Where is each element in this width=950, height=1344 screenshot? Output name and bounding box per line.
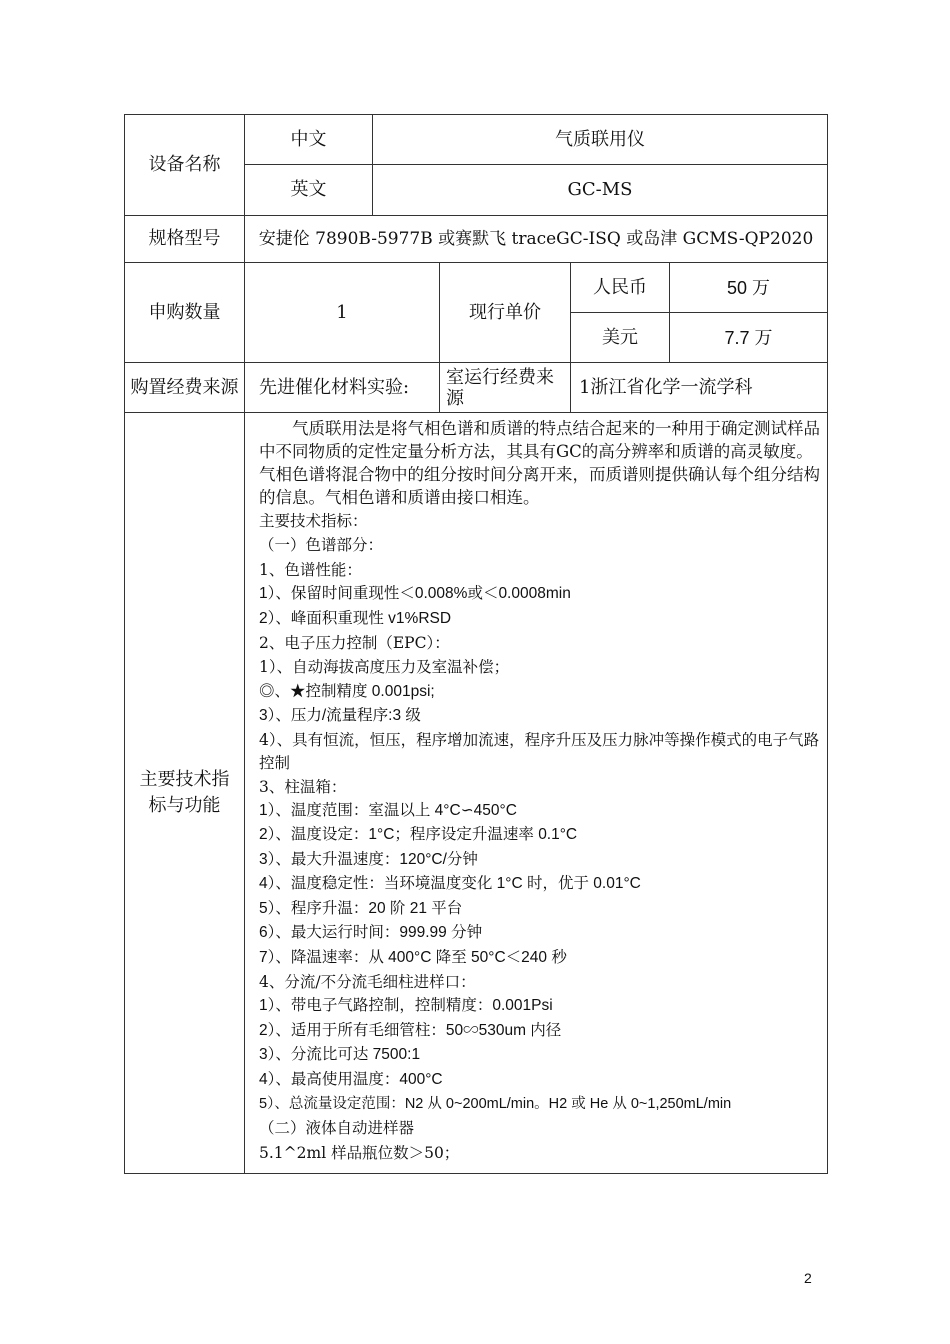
model-value: 安捷伦 7890B-5977B 或赛默飞 traceGC-ISQ 或岛津 GCMS-QP2020 bbox=[245, 216, 828, 263]
spec-line: 3）、最大升温速度：120°C/分钟 bbox=[259, 850, 478, 868]
usd-value: 7.7 万 bbox=[670, 313, 828, 363]
spec-line: 4）、最高使用温度：400°C bbox=[259, 1070, 443, 1088]
spec-line: （一）色谱部分： bbox=[259, 536, 384, 555]
device-name-label: 设备名称 bbox=[125, 115, 245, 216]
spec-line: 5）、程序升温：20 阶 21 平台 bbox=[259, 899, 463, 917]
spec-line: 1）、带电子气路控制，控制精度：0.001Psi bbox=[259, 997, 553, 1015]
spec-line: 7）、降温速率：从 400°C 降至 50°C＜240 秒 bbox=[259, 948, 567, 966]
spec-line: 5）、总流量设定范围：N2 从 0~200mL/min。H2 或 He 从 0~1,250mL/min bbox=[259, 1095, 732, 1112]
unit-price-label: 现行单价 bbox=[440, 263, 571, 363]
op-fund-label: 室运行经费来源 bbox=[440, 363, 571, 413]
spec-line: 4、分流/不分流毛细柱进样口： bbox=[259, 972, 476, 991]
spec-line: 1）、温度范围：室温以上 4°C∽450°C bbox=[259, 802, 517, 820]
spec-line: 2）、适用于所有毛细管柱：50∽530um 内径 bbox=[259, 1021, 562, 1039]
fund-source-label: 购置经费来源 bbox=[125, 363, 245, 413]
spec-line: 1）、自动海拔高度压力及室温补偿； bbox=[259, 658, 510, 677]
spec-line: 主要技术指标： bbox=[259, 512, 368, 530]
cn-name-value: 气质联用仪 bbox=[373, 115, 828, 165]
spec-line: 3、柱温箱： bbox=[259, 777, 347, 796]
quantity-label: 申购数量 bbox=[125, 263, 245, 363]
usd-label: 美元 bbox=[571, 313, 670, 363]
spec-line: 5.1^2ml 样品瓶位数＞50； bbox=[259, 1143, 460, 1162]
rmb-value: 50 万 bbox=[670, 263, 828, 313]
en-name-value: GC-MS bbox=[373, 165, 828, 216]
spec-line: 4）、具有恒流，恒压，程序增加流速，程序升压及压力脉冲等操作模式的电子气路控制 bbox=[259, 730, 820, 772]
rmb-label: 人民币 bbox=[571, 263, 670, 313]
en-label: 英文 bbox=[245, 165, 373, 216]
spec-line: 4）、温度稳定性：当环境温度变化 1°C 时，优于 0.01°C bbox=[259, 875, 641, 893]
spec-line: 1）、保留时间重现性＜0.008%或＜0.0008min bbox=[259, 585, 571, 603]
fund-source-value: 先进催化材料实验: bbox=[245, 363, 440, 413]
op-fund-value: 1浙江省化学一流学科 bbox=[571, 363, 828, 413]
spec-line: 2）、温度设定：1°C；程序设定升温速率 0.1°C bbox=[259, 826, 578, 844]
model-label: 规格型号 bbox=[125, 216, 245, 263]
intro-paragraph: 气质联用法是将气相色谱和质谱的特点结合起来的一种用于确定测试样品中不同物质的定性定量分析方法，其具有GC的高分辨率和质谱的高灵敏度。气相色谱将混合物中的组分按时间分离开来，而质谱则提供确认每个组分结构的信息。气相色谱和质谱由接口相连。 bbox=[259, 419, 820, 507]
tech-spec-label: 主要技术指标与功能 bbox=[125, 413, 245, 1174]
equipment-spec-table bbox=[124, 114, 828, 1174]
spec-line: （二）液体自动进样器 bbox=[259, 1119, 415, 1138]
spec-line: 2）、峰面积重现性 v1%RSD bbox=[259, 609, 452, 627]
spec-line: 3）、分流比可达 7500:1 bbox=[259, 1046, 421, 1064]
spec-line: ◎、★控制精度 0.001psi; bbox=[259, 682, 435, 700]
spec-line: 2、电子压力控制（EPC）： bbox=[259, 634, 450, 653]
page-number: 2 bbox=[804, 1270, 812, 1286]
spec-line: 1、色谱性能： bbox=[259, 560, 362, 579]
tech-spec-content bbox=[245, 413, 828, 1174]
spec-line: 3）、压力/流量程序:3 级 bbox=[259, 707, 421, 725]
cn-label: 中文 bbox=[245, 115, 373, 165]
spec-line: 6）、最大运行时间：999.99 分钟 bbox=[259, 924, 483, 942]
quantity-value: 1 bbox=[245, 263, 440, 363]
